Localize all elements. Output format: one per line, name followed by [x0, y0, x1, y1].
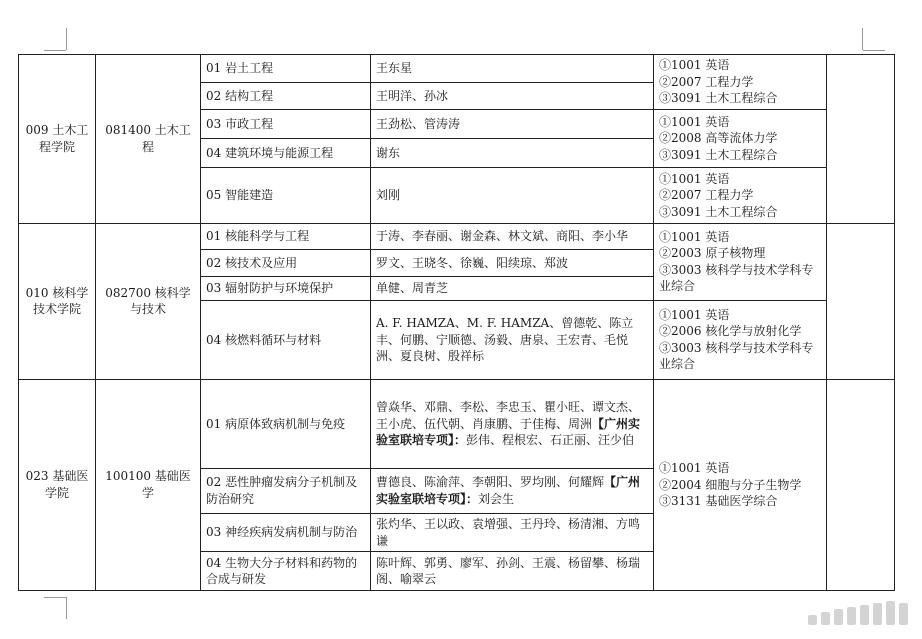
exam-subjects-cell [654, 379, 827, 590]
exam-line: ②2008 高等流体力学 [659, 131, 778, 146]
direction-cell: 01 核能科学与工程 [201, 223, 371, 249]
major-cell: 082700 核科学与技术 [96, 223, 201, 379]
direction-cell: 03 市政工程 [201, 110, 371, 138]
crop-mark-top-left-v [66, 28, 67, 50]
teachers-text: 曹德良、陈渝萍、李朝阳、罗均刚、何耀辉 [376, 475, 605, 490]
teachers-cell: 刘刚 [371, 168, 654, 224]
college-cell: 010 核科学技术学院 [19, 223, 96, 379]
exam-line: ③3131 基础医学综合 [659, 494, 778, 509]
teachers-cell: 谢东 [371, 138, 654, 167]
crop-mark-top-right-v [862, 28, 863, 50]
admissions-table [18, 54, 895, 591]
exam-line: 业综合 [659, 357, 696, 372]
exam-line: ③3003 核科学与技术学科专 [659, 262, 814, 277]
exam-line: ①1001 英语 [659, 461, 730, 476]
exam-line: 业综合 [659, 279, 696, 294]
special-program-label: 【广州实验室联培专项】： [376, 475, 641, 506]
college-cell: 023 基础医学院 [19, 379, 96, 590]
exam-line: ①1001 英语 [659, 58, 730, 73]
direction-cell: 03 辐射防护与环境保护 [201, 276, 371, 300]
exam-subjects-cell [654, 110, 827, 168]
teachers-cell: 罗文、王晓冬、徐巍、阳续琼、郑波 [371, 250, 654, 276]
major-cell: 100100 基础医学 [96, 379, 201, 590]
special-program-teachers: 彭伟、程根宏、石正丽、汪少伯 [466, 433, 635, 448]
exam-line: ③3091 土木工程综合 [659, 91, 778, 106]
direction-cell: 04 核燃料循环与材料 [201, 300, 371, 379]
direction-cell: 05 智能建造 [201, 168, 371, 224]
crop-mark-top-right-h [863, 50, 885, 51]
college-cell: 009 土木工程学院 [19, 55, 96, 224]
special-program-teachers: 刘会生 [478, 491, 515, 506]
exam-line: ③3091 土木工程综合 [659, 204, 778, 219]
exam-subjects-cell [654, 168, 827, 224]
teachers-cell: 陈叶辉、郭勇、廖军、孙剑、王震、杨留攀、杨瑞阁、喻翠云 [371, 552, 654, 591]
crop-mark-top-left-h [44, 50, 66, 51]
teachers-cell [371, 469, 654, 514]
exam-line: ①1001 英语 [659, 114, 730, 129]
exam-line: ③3003 核科学与技术学科专 [659, 340, 814, 355]
exam-line: ①1001 英语 [659, 171, 730, 186]
major-cell: 081400 土木工程 [96, 55, 201, 224]
direction-cell: 02 结构工程 [201, 82, 371, 110]
direction-cell: 03 神经疾病发病机制与防治 [201, 513, 371, 552]
special-program-label: 【广州实验室联培专项】： [376, 416, 641, 448]
teachers-cell [371, 379, 654, 468]
remarks-cell [827, 379, 895, 590]
exam-line: ①1001 英语 [659, 229, 730, 244]
teachers-cell: 于涛、李春丽、谢金森、林文斌、商阳、李小华 [371, 223, 654, 249]
exam-line: ②2007 工程力学 [659, 74, 754, 89]
exam-line: ②2006 核化学与放射化学 [659, 324, 802, 339]
teachers-cell: 王劲松、管涛涛 [371, 110, 654, 138]
exam-line: ③3091 土木工程综合 [659, 147, 778, 162]
direction-cell: 04 生物大分子材料和药物的合成与研发 [201, 552, 371, 591]
exam-line: ②2007 工程力学 [659, 188, 754, 203]
direction-cell: 04 建筑环境与能源工程 [201, 138, 371, 167]
teachers-cell: A. F. HAMZA、M. F. HAMZA、曾德乾、陈立丰、何鹏、宁顺德、汤毅、唐泉、王宏青、毛悦洲、夏良树、殷祥标 [371, 300, 654, 379]
direction-cell: 01 病原体致病机制与免疫 [201, 379, 371, 468]
direction-cell: 02 恶性肿瘤发病分子机制及防治研究 [201, 469, 371, 514]
teachers-cell: 单健、周青芝 [371, 276, 654, 300]
remarks-cell [827, 55, 895, 224]
exam-subjects-cell [654, 300, 827, 379]
crop-mark-bottom-left-h [44, 597, 66, 598]
exam-line: ①1001 英语 [659, 307, 730, 322]
teachers-cell: 王东星 [371, 55, 654, 83]
exam-subjects-cell [654, 55, 827, 110]
exam-subjects-cell [654, 223, 827, 300]
exam-line: ②2003 原子核物理 [659, 246, 766, 261]
crop-mark-bottom-left-v [66, 597, 67, 619]
direction-cell: 01 岩土工程 [201, 55, 371, 83]
watermark-logo [808, 601, 908, 625]
remarks-cell [827, 223, 895, 379]
exam-line: ②2004 细胞与分子生物学 [659, 477, 802, 492]
teachers-cell: 王明洋、孙冰 [371, 82, 654, 110]
direction-cell: 02 核技术及应用 [201, 250, 371, 276]
teachers-text: 曾焱华、邓鼎、李松、李忠玉、瞿小旺、谭文杰、王小虎、伍代朝、肖康鹏、于佳梅、周洲 [376, 400, 641, 431]
teachers-cell: 张灼华、王以政、袁增强、王丹玲、杨清湘、方鸣谦 [371, 513, 654, 552]
